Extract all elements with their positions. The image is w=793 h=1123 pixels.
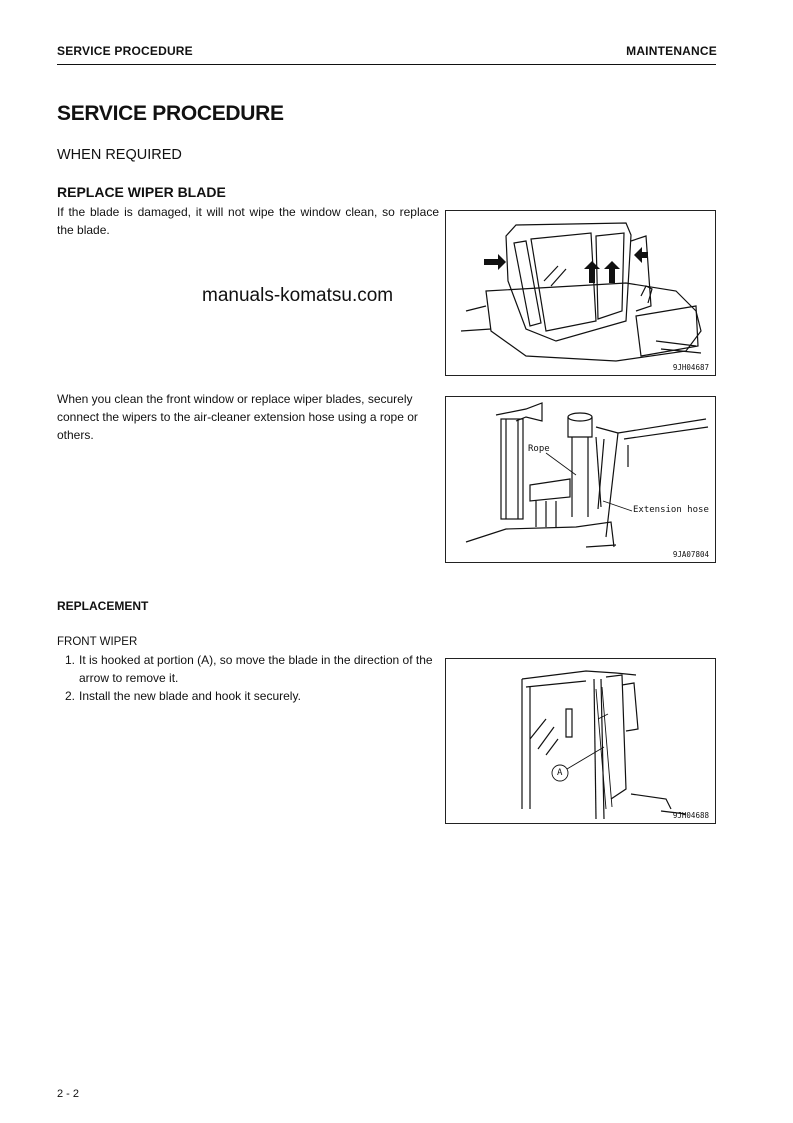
figure-code: 9JA07804 (672, 550, 709, 559)
step-text: Install the new blade and hook it securely. (79, 689, 301, 703)
step-number: 2. (65, 689, 76, 703)
list-item (57, 651, 439, 687)
header-rule (57, 64, 716, 65)
label-extension-hose: Extension hose (633, 505, 709, 515)
replacement-steps (57, 651, 439, 705)
rope-hose-drawing (446, 397, 715, 562)
figure-rope-hose (445, 396, 716, 563)
paragraph-blade-damaged: If the blade is damaged, it will not wipe the window clean, so replace the blade. (57, 205, 439, 237)
figure-front-wiper (445, 658, 716, 824)
figure-code: 9JH04688 (672, 811, 709, 820)
page-number: 2 - 2 (57, 1088, 80, 1100)
cab-wipers-drawing (446, 211, 715, 375)
paragraph-clean-window: When you clean the front window or replace wiper blades, securely connect the wipers to the air-cleaner extension hose using a rope or others. (57, 392, 418, 442)
figure-code: 9JH04687 (672, 363, 709, 372)
running-header-left: SERVICE PROCEDURE (57, 44, 193, 58)
front-wiper-drawing (446, 659, 715, 823)
step-text: It is hooked at portion (A), so move the blade in the direction of the arrow to remove it. (79, 653, 433, 685)
label-portion-a: A (557, 768, 563, 778)
section-subtitle: WHEN REQUIRED (57, 147, 182, 163)
figure-cab-wipers (445, 210, 716, 376)
subsection-replacement: REPLACEMENT (57, 599, 149, 613)
subsection-front-wiper: FRONT WIPER (57, 636, 138, 648)
watermark: manuals-komatsu.com (202, 285, 394, 306)
list-item (57, 687, 439, 705)
label-rope: Rope (528, 444, 550, 454)
running-header-right: MAINTENANCE (626, 44, 717, 58)
step-number: 1. (65, 653, 76, 667)
section-heading: REPLACE WIPER BLADE (57, 184, 226, 200)
page-title: SERVICE PROCEDURE (57, 102, 284, 125)
